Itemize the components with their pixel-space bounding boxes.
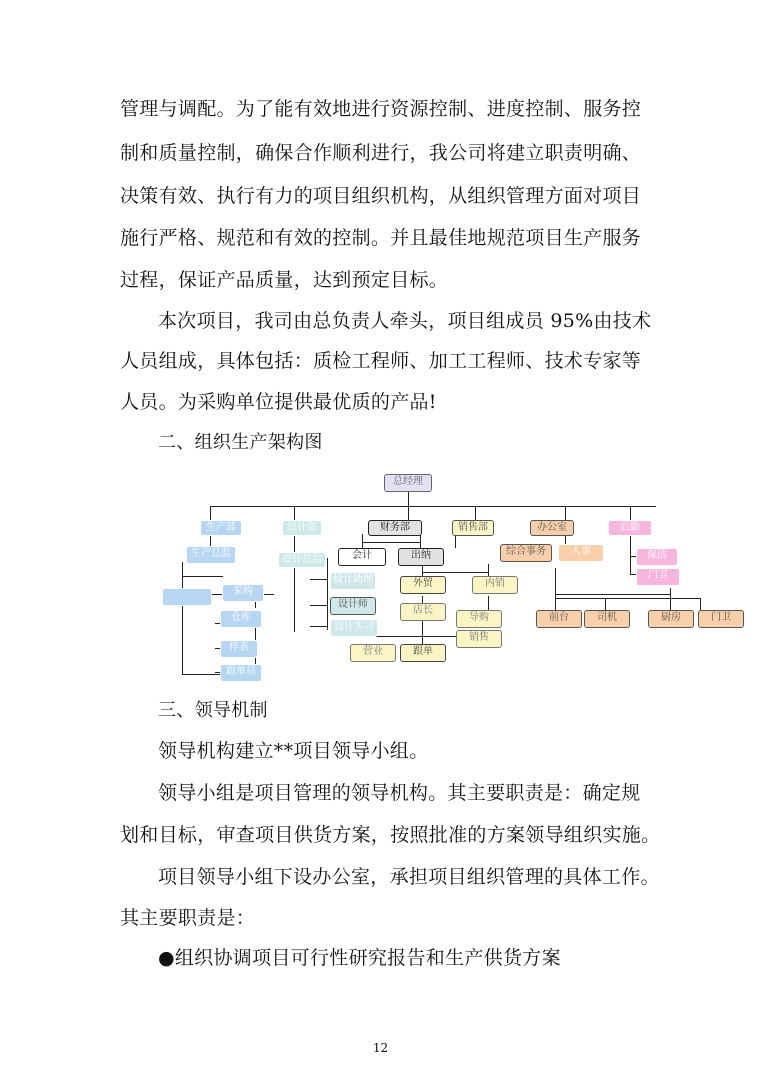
paragraph-line: 人员。为采购单位提供最优质的产品!	[120, 391, 437, 413]
org-node-hr: 人事	[558, 544, 604, 562]
org-node-sales-dept: 销售部	[452, 520, 494, 536]
paragraph-line: 过程，保证产品质量，达到预定目标。	[120, 269, 449, 291]
org-node-other-dept: 后勤	[608, 520, 652, 536]
bullet-item: ●组织协调项目可行性研究报告和生产供货方案	[158, 947, 561, 969]
page-number: 12	[372, 1041, 389, 1055]
org-node-purchasing: 采购	[222, 584, 264, 602]
org-node-guard2: 门卫	[636, 568, 680, 586]
org-node-admin: 综合事务	[500, 544, 552, 562]
org-node-clerk: 营业	[350, 644, 396, 662]
org-node-root: 总经理	[384, 474, 432, 492]
paragraph-line: 决策有效、执行有力的项目组织机构，从组织管理方面对项目	[120, 185, 642, 207]
org-node-purchasing-left	[162, 588, 212, 606]
section-heading: 二、组织生产架构图	[158, 432, 323, 453]
org-node-manager: 店长	[400, 603, 446, 621]
org-node-accounting: 会计	[338, 548, 386, 566]
org-node-cashier: 出纳	[398, 548, 444, 566]
org-node-domestic-sales: 内销	[472, 576, 518, 594]
org-node-design-director: 设计总监	[278, 552, 326, 568]
org-node-production-dept: 生产部	[200, 520, 242, 536]
org-node-design-dept: 设计部	[282, 520, 322, 536]
paragraph-line: 领导小组是项目管理的领导机构。其主要职责是：确定规	[158, 782, 641, 804]
paragraph-line: 领导机构建立**项目领导小组。	[158, 740, 429, 762]
org-node-office: 办公室	[530, 520, 574, 536]
org-node-finance-dept: 财务部	[368, 520, 422, 536]
org-node-samples: 样表	[220, 640, 258, 658]
org-node-cleaning: 保洁	[636, 548, 678, 566]
org-node-driver: 司机	[584, 610, 630, 628]
org-node-design-asst: 设计助理	[330, 572, 376, 590]
org-node-documents: 跟单员	[220, 664, 262, 682]
paragraph-line: 施行严格、规范和有效的控制。并且最佳地规范项目生产服务	[120, 227, 642, 249]
org-node-merchandiser: 跟单	[400, 644, 446, 662]
paragraph-line: 其主要职责是：	[120, 907, 256, 929]
paragraph-line: 制和质量控制，确保合作顺利进行，我公司将建立职责明确、	[120, 142, 642, 164]
org-node-foreign-trade: 外贸	[400, 576, 446, 594]
paragraph-line: 人员组成，具体包括：质检工程师、加工工程师、技术专家等	[120, 350, 642, 372]
org-node-guide: 导购	[456, 610, 502, 628]
org-node-designer: 设计师	[330, 597, 376, 615]
paragraph-line: 本次项目，我司由总负责人牵头，项目组成员 95%由技术	[158, 310, 652, 332]
paragraph-line: 管理与调配。为了能有效地进行资源控制、进度控制、服务控	[120, 98, 642, 120]
org-node-kitchen: 厨房	[648, 610, 694, 628]
org-node-salesperson: 销售	[456, 630, 502, 648]
org-node-warehouse: 仓库	[220, 610, 262, 628]
org-chart	[160, 468, 736, 684]
paragraph-line: 项目领导小组下设办公室，承担项目组织管理的具体工作。	[158, 866, 660, 888]
org-node-reception: 前台	[536, 610, 582, 628]
org-node-security: 门卫	[698, 610, 744, 628]
paragraph-line: 划和目标，审查项目供货方案，按照批准的方案领导组织实施。	[120, 824, 661, 846]
section-heading: 三、领导机制	[158, 700, 268, 721]
org-node-production-manager: 生产总监	[186, 546, 236, 564]
org-node-design-intern: 设计实习	[330, 619, 378, 637]
